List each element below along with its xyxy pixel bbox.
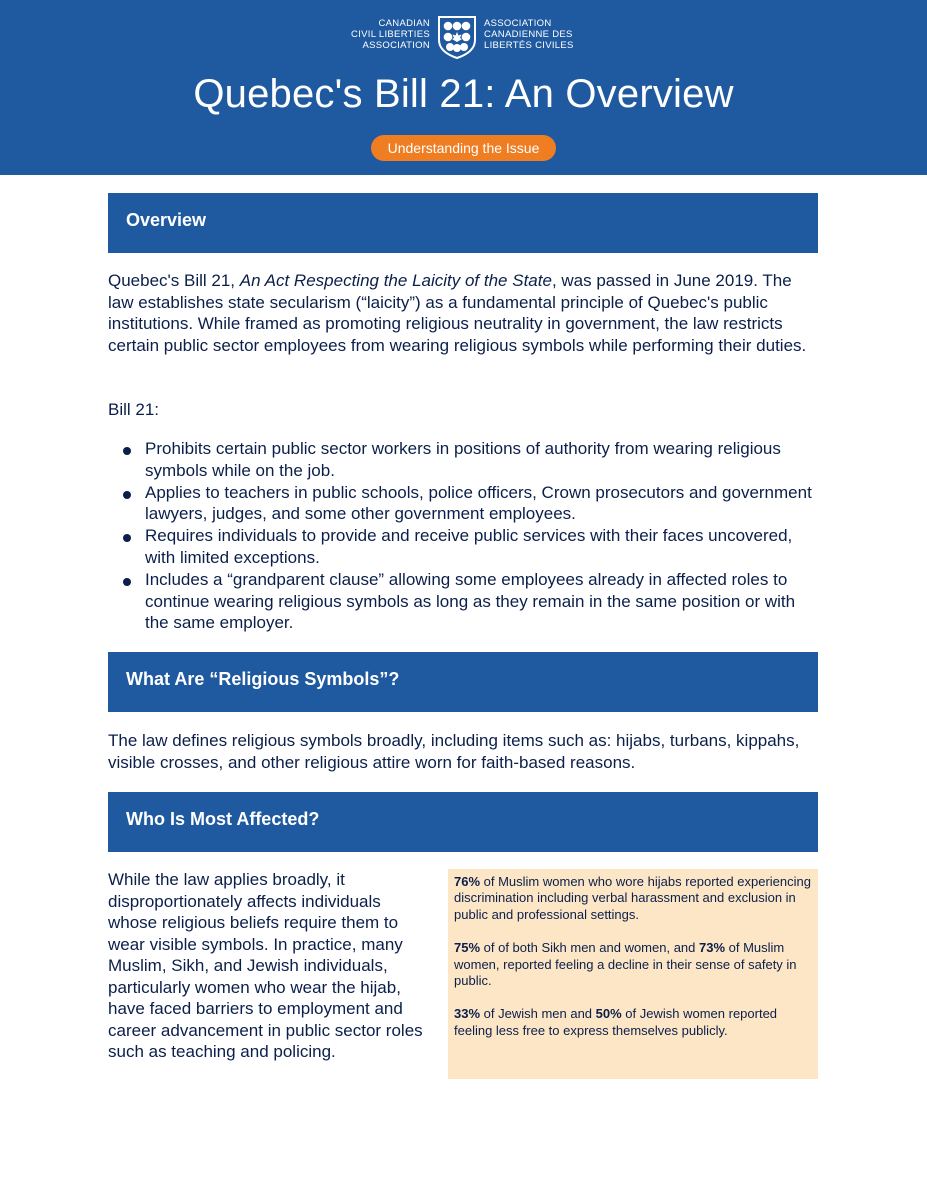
org-name-english: CANADIAN CIVIL LIBERTIES ASSOCIATION (351, 18, 430, 51)
bill-label: Bill 21: (108, 400, 160, 419)
page-header (0, 0, 927, 175)
most-affected-paragraph: While the law applies broadly, it disproportionately affects individuals whose religious beliefs require them to wear visible symbols. In practice, many Muslim, Sikh, and Jewish individuals, particularly women who wear the hijab, have faced barriers to employment and career advancement in public sector roles such as teaching and policing. (108, 870, 423, 1061)
topic-tag: Understanding the Issue (371, 135, 556, 161)
org-logo (0, 14, 927, 64)
statistics-callout (448, 869, 818, 1079)
list-item: Includes a “grandparent clause” allowing some employees already in affected roles to continue wearing religious symbols as long as they remain in the same position or with the same employer. (108, 569, 820, 634)
section-heading-overview: Overview (108, 193, 818, 253)
section-heading-most-affected: Who Is Most Affected? (108, 792, 818, 852)
org-name-french: ASSOCIATION CANADIENNE DES LIBERTÉS CIVILES (484, 18, 574, 51)
bill-provisions-list (108, 438, 820, 634)
list-item: Requires individuals to provide and receive public services with their faces uncovered, with limited exceptions. (108, 525, 820, 569)
bill-title: An Act Respecting the Laicity of the State (239, 271, 552, 290)
list-item: Applies to teachers in public schools, police officers, Crown prosecutors and government lawyers, judges, and some other government employees. (108, 482, 820, 526)
section-heading-religious-symbols: What Are “Religious Symbols”? (108, 652, 818, 712)
stat-safety-decline: 75% of of both Sikh men and women, and 73% of Muslim women, reported feeling a decline in their sense of safety in public. (454, 940, 797, 989)
stat-jewish-expression: 33% of Jewish men and 50% of Jewish women reported feeling less free to express themselves publicly. (454, 1006, 778, 1038)
religious-symbols-paragraph: The law defines religious symbols broadly, including items such as: hijabs, turbans, kippahs, visible crosses, and other religious attire worn for faith-based reasons. (108, 731, 800, 772)
stat-hijab-discrimination: 76% of Muslim women who wore hijabs reported experiencing discrimination including verbal harassment and exclusion in public and professional settings. (454, 874, 811, 922)
overview-intro-paragraph: Quebec's Bill 21, An Act Respecting the Laicity of the State, was passed in June 2019. The law establishes state secularism (“laicity”) as a fundamental principle of Quebec's public institutions. While framed as promoting religious neutrality in government, the law restricts certain public sector employees from wearing religious symbols while performing their duties. (108, 271, 807, 355)
page-title: Quebec's Bill 21: An Overview (193, 72, 734, 116)
list-item: Prohibits certain public sector workers in positions of authority from wearing religious symbols while on the job. (108, 438, 820, 482)
ccla-shield-icon (436, 14, 478, 60)
